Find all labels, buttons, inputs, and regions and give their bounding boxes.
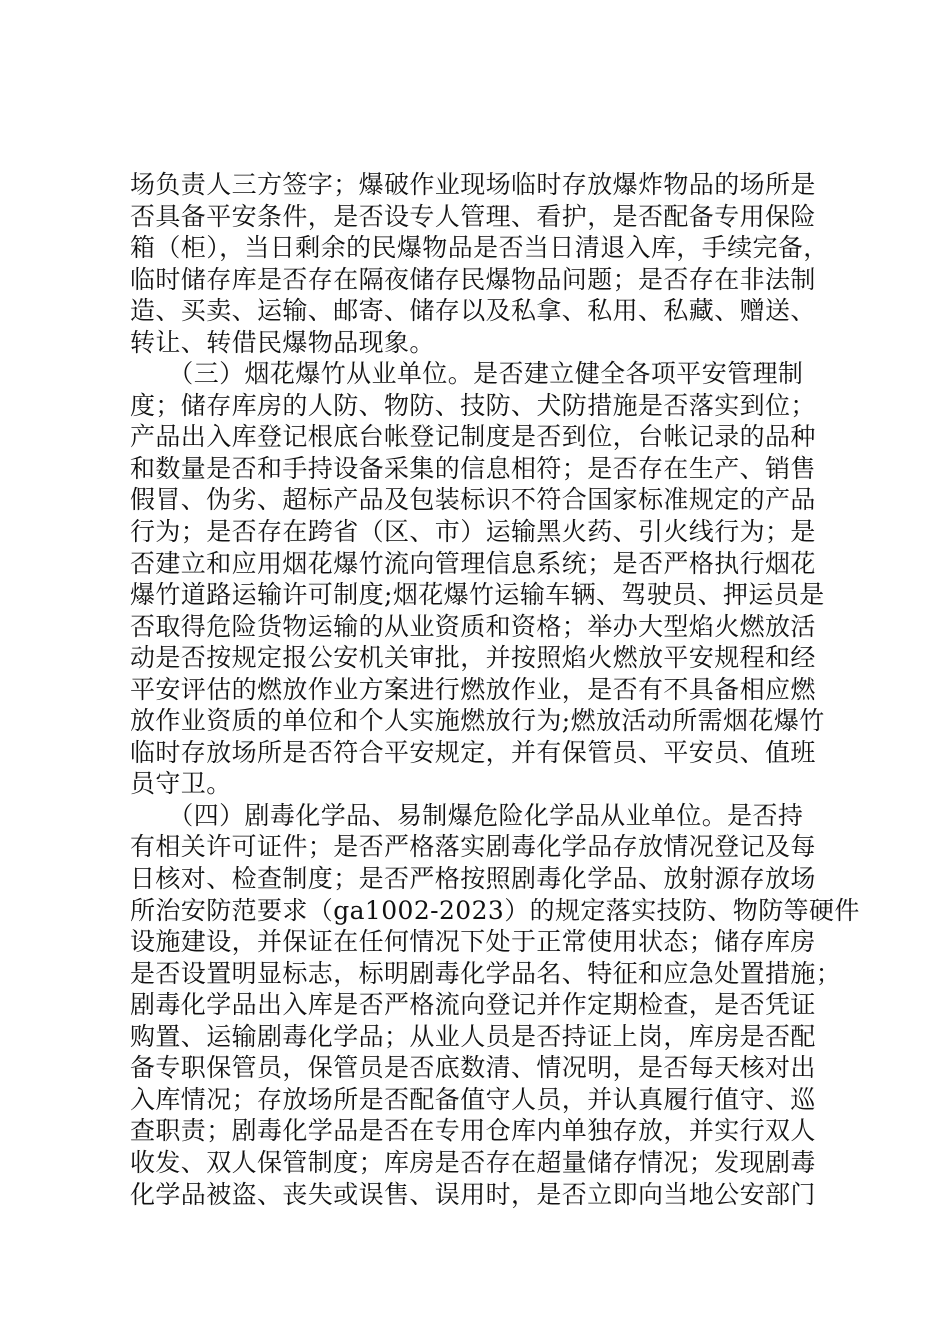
text-line: 所治安防范要求（ga1002-2023）的规定落实技防、物防等硬件 xyxy=(130,895,860,925)
text-line: 临时存放场所是否符合平安规定，并有保管员、平安员、值班 xyxy=(130,737,816,767)
text-line: 临时储存库是否存在隔夜储存民爆物品问题；是否存在非法制 xyxy=(130,264,816,294)
document-body xyxy=(130,169,860,1210)
paragraph xyxy=(130,358,830,800)
text-line: （三）烟花爆竹从业单位。是否建立健全各项平安管理制 xyxy=(130,359,804,389)
text-line: 动是否按规定报公安机关审批，并按照焰火燃放平安规程和经 xyxy=(130,643,816,673)
text-line: 备专职保管员，保管员是否底数清、情况明，是否每天核对出 xyxy=(130,1053,816,1083)
text-line: 员守卫。 xyxy=(130,769,232,799)
text-line: 否取得危险货物运输的从业资质和资格；举办大型焰火燃放活 xyxy=(130,611,816,641)
text-line: 否具备平安条件，是否设专人管理、看护，是否配备专用保险 xyxy=(130,201,816,231)
text-line: 查职责；剧毒化学品是否在专用仓库内单独存放，并实行双人 xyxy=(130,1116,816,1146)
text-line: 是否设置明显标志，标明剧毒化学品名、特征和应急处置措施； xyxy=(130,958,842,988)
text-line: 购置、运输剧毒化学品；从业人员是否持证上岗，库房是否配 xyxy=(130,1021,816,1051)
paragraph xyxy=(130,169,830,358)
text-line: （四）剧毒化学品、易制爆危险化学品从业单位。是否持 xyxy=(130,800,804,830)
text-line: 收发、双人保管制度；库房是否存在超量储存情况；发现剧毒 xyxy=(130,1147,816,1177)
text-line: 平安评估的燃放作业方案进行燃放作业，是否有不具备相应燃 xyxy=(130,674,816,704)
text-line: 行为；是否存在跨省（区、市）运输黑火药、引火线行为；是 xyxy=(130,517,816,547)
text-line: 转让、转借民爆物品现象。 xyxy=(130,327,435,357)
text-line: 箱（柜），当日剩余的民爆物品是否当日清退入库，手续完备， xyxy=(130,233,829,263)
text-line: 有相关许可证件；是否严格落实剧毒化学品存放情况登记及每 xyxy=(130,832,816,862)
paragraph xyxy=(130,800,860,1210)
text-line: 剧毒化学品出入库是否严格流向登记并作定期检查，是否凭证 xyxy=(130,990,816,1020)
text-line: 和数量是否和手持设备采集的信息相符；是否存在生产、销售 xyxy=(130,453,816,483)
text-line: 化学品被盗、丧失或误售、误用时，是否立即向当地公安部门 xyxy=(130,1179,816,1209)
text-line: 否建立和应用烟花爆竹流向管理信息系统；是否严格执行烟花 xyxy=(130,548,816,578)
text-line: 假冒、伪劣、超标产品及包装标识不符合国家标准规定的产品 xyxy=(130,485,816,515)
text-line: 设施建设，并保证在任何情况下处于正常使用状态；储存库房 xyxy=(130,927,816,957)
text-line: 场负责人三方签字；爆破作业现场临时存放爆炸物品的场所是 xyxy=(130,170,816,199)
text-line: 放作业资质的单位和个人实施燃放行为;燃放活动所需烟花爆竹 xyxy=(130,706,825,736)
text-line: 度；储存库房的人防、物防、技防、犬防措施是否落实到位； xyxy=(130,390,816,420)
text-line: 入库情况；存放场所是否配备值守人员，并认真履行值守、巡 xyxy=(130,1084,816,1114)
text-line: 日核对、检查制度；是否严格按照剧毒化学品、放射源存放场 xyxy=(130,864,816,894)
text-line: 产品出入库登记根底台帐登记制度是否到位，台帐记录的品种 xyxy=(130,422,816,452)
text-line: 爆竹道路运输许可制度;烟花爆竹运输车辆、驾驶员、押运员是 xyxy=(130,580,825,610)
text-line: 造、买卖、运输、邮寄、储存以及私拿、私用、私藏、赠送、 xyxy=(130,296,816,326)
